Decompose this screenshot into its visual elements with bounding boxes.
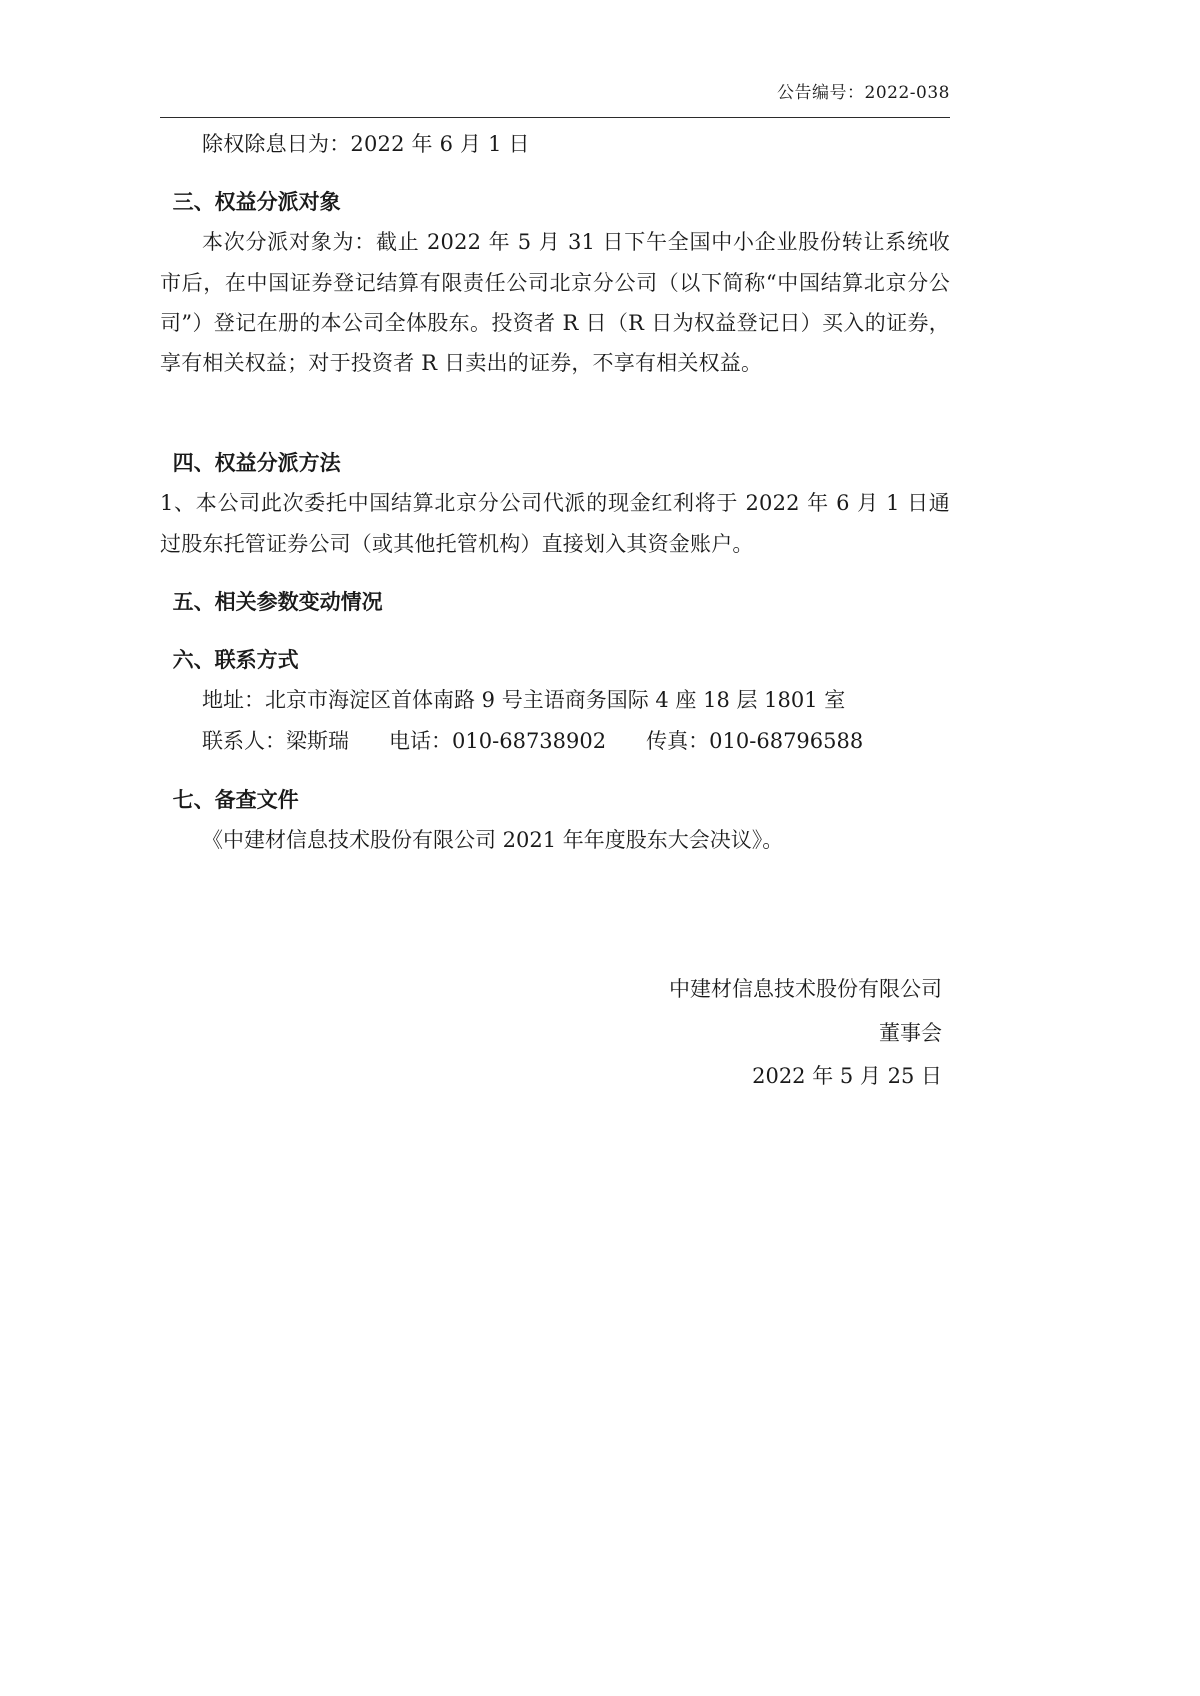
- section-paragraph-3: 本次分派对象为：截止 2022 年 5 月 31 日下午全国中小企业股份转让系统收市后，在中国证券登记结算有限责任公司北京分公司（以下简称“中国结算北京分公司”）登记在册的本公司全体股东。投资者 R 日（R 日为权益登记日）买入的证券，享有相关权益；对于投资者 R 日卖出的证券，不享有相关权益。: [160, 230, 950, 376]
- ex-dividend-date-line: [160, 124, 950, 164]
- section-heading-3: 三、权益分派对象: [172, 189, 341, 215]
- signature-board: 董事会: [879, 1020, 942, 1045]
- signature-block: [160, 968, 950, 1097]
- contact-address: 地址：北京市海淀区首体南路 9 号主语商务国际 4 座 18 层 1801 室: [202, 687, 846, 712]
- section-heading-4: 四、权益分派方法: [172, 450, 341, 476]
- section-spacer: [160, 383, 950, 425]
- ex-dividend-date-text: 除权除息日为：2022 年 6 月 1 日: [202, 132, 530, 156]
- reference-document: 《中建材信息技术股份有限公司 2021 年年度股东大会决议》。: [202, 827, 784, 852]
- section-heading-6: 六、联系方式: [172, 646, 299, 672]
- header-divider: [160, 117, 950, 118]
- section-heading-5: 五、相关参数变动情况: [172, 588, 383, 614]
- section-paragraph-4: 1、本公司此次委托中国结算北京分公司代派的现金红利将于 2022 年 6 月 1 日通过股东托管证券公司（或其他托管机构）直接划入其资金账户。: [160, 491, 950, 556]
- contact-person-phone-fax: 联系人：梁斯瑞 电话：010-68738902 传真：010-68796588: [202, 728, 864, 753]
- signature-company: 中建材信息技术股份有限公司: [669, 977, 942, 1002]
- signature-date: 2022 年 5 月 25 日: [752, 1063, 942, 1088]
- section-heading-7: 七、备查文件: [172, 786, 299, 812]
- announcement-number: 公告编号：2022-038: [777, 83, 950, 103]
- document-content: [160, 0, 950, 1098]
